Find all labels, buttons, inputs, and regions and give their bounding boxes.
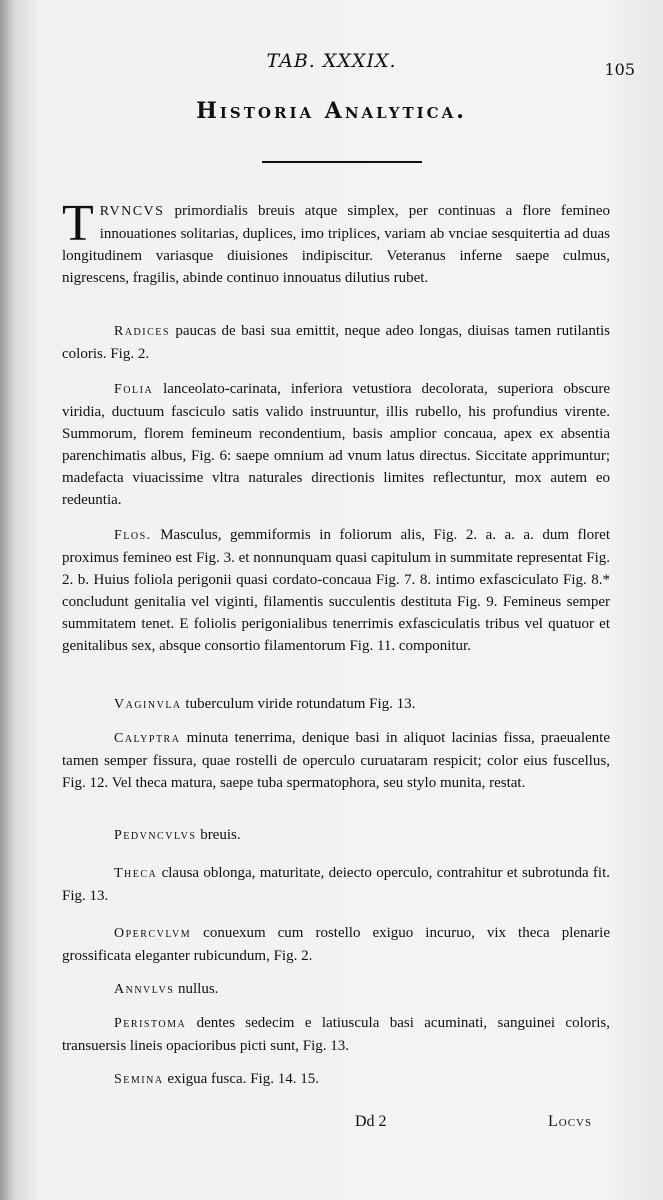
paragraph-radices — [62, 320, 610, 365]
page-number: 105 — [604, 60, 635, 79]
signature-mark: Dd 2 — [355, 1113, 387, 1130]
paragraph-lead: Peristoma — [114, 1016, 187, 1031]
paragraph-text: tuberculum viride rotundatum Fig. 13. — [181, 696, 416, 712]
section-title: Historia Analytica. — [196, 98, 467, 124]
paragraph-lead: RVNCVS — [99, 204, 165, 219]
paragraph-lead: Flos. — [114, 528, 152, 543]
paragraph-text: exigua fusca. Fig. 14. 15. — [163, 1071, 319, 1087]
paragraph-text: clausa oblonga, maturitate, deiecto operculo, contrahitur et subrotunda fit. Fig. 13. — [62, 865, 610, 904]
catchword: Locvs — [548, 1113, 593, 1130]
paragraph-lead: Folia — [114, 382, 154, 397]
drop-cap: T — [62, 195, 94, 252]
paragraph-text: breuis. — [196, 827, 241, 843]
paragraph-text: nullus. — [174, 981, 219, 997]
paragraph-lead: Theca — [114, 866, 158, 881]
paragraph-folia — [62, 378, 610, 511]
title-rule — [262, 161, 422, 163]
paragraph-calyptra — [62, 727, 610, 794]
paragraph-semina — [62, 1068, 610, 1091]
paragraph-vaginula — [62, 693, 610, 716]
paragraph-text: conuexum cum rostello exiguo incuruo, vix theca plenarie grossificata eleganter rubicundum, Fig. 2. — [62, 925, 610, 964]
paragraph-lead: Opercvlvm — [114, 926, 192, 941]
paragraph-lead: Annvlvs — [114, 982, 175, 997]
paragraph-peristoma — [62, 1012, 610, 1057]
paragraph-lead: Vaginvla — [114, 697, 182, 712]
paragraph-pedunculus — [62, 824, 610, 847]
paragraph-theca — [62, 862, 610, 907]
paragraph-annulus — [62, 978, 610, 1001]
paragraph-lead: Calyptra — [114, 731, 181, 746]
paragraph-operculum — [62, 922, 610, 967]
paragraph-lead: Pedvncvlvs — [114, 828, 197, 843]
paragraph-flos — [62, 524, 610, 657]
paragraph-truncus — [62, 195, 610, 289]
paragraph-text: primordialis breuis atque simplex, per continuas a flore femineo innouationes solitarias, duplices, imo triplices, variam ab vnciae sesquitertia ad duas longitudinem variasque diuisiones indipiscitur. Veteranus inferne saepe culmus, nigrescens, fragilis, abinde continuo innouatus dilutius rubet. — [62, 203, 610, 286]
paragraph-text: lanceolato-carinata, inferiora vetustiora decolorata, superiora obscure viridia, ductuum fasciculo satis valido instruuntur, illis rubello, his profundius virente. Summorum, florem femineum recondentium, basis amplior concaua, apex ex absentia parenchimatis albus, Fig. 6: saepe omnium ad vnum latus directus. Siccitate apprimuntur; madefacta viuacissime vltra naturales directionis limites reflectuntur, mox autem eo redeuntia. — [62, 381, 610, 508]
paragraph-text: minuta tenerrima, denique basi in aliquot lacinias fissa, praeualente tamen semper fissura, quae rostelli de operculo curuataram respicit; color eius fuscellus, Fig. 12. Vel theca matura, saepe tuba spermatophora, seu stylo munita, restat. — [62, 730, 610, 791]
paragraph-lead: Radices — [114, 324, 170, 339]
paragraph-text: dentes sedecim e latiuscula basi acuminati, sanguinei coloris, transuersis lineis opacioribus picti sunt, Fig. 13. — [62, 1015, 610, 1054]
paragraph-lead: Semina — [114, 1072, 164, 1087]
paragraph-text: Masculus, gemmiformis in foliorum alis, Fig. 2. a. a. a. dum floret proximus femineo est Fig. 3. et nonnunquam quasi capitulum in summitate representat Fig. 2. b. Huius foliola perigonii quasi cordato-concaua Fig. 7. 8. intimo exfasciculato Fig. 8.* concludunt genitalia vel viginti, filamentis succulentis destituta Fig. 9. Femineus semper summitatem tenet. E foliolis perigonialibus tenerrimis exfasciculatis tribus vel quatuor et genitalibus sex, absque consortio filamentorum Fig. 11. componitur. — [62, 527, 610, 654]
paragraph-text: paucas de basi sua emittit, neque adeo longas, diuisas tamen rutilantis coloris. Fig. 2. — [62, 323, 610, 362]
plate-heading: TAB. XXXIX. — [266, 50, 397, 72]
